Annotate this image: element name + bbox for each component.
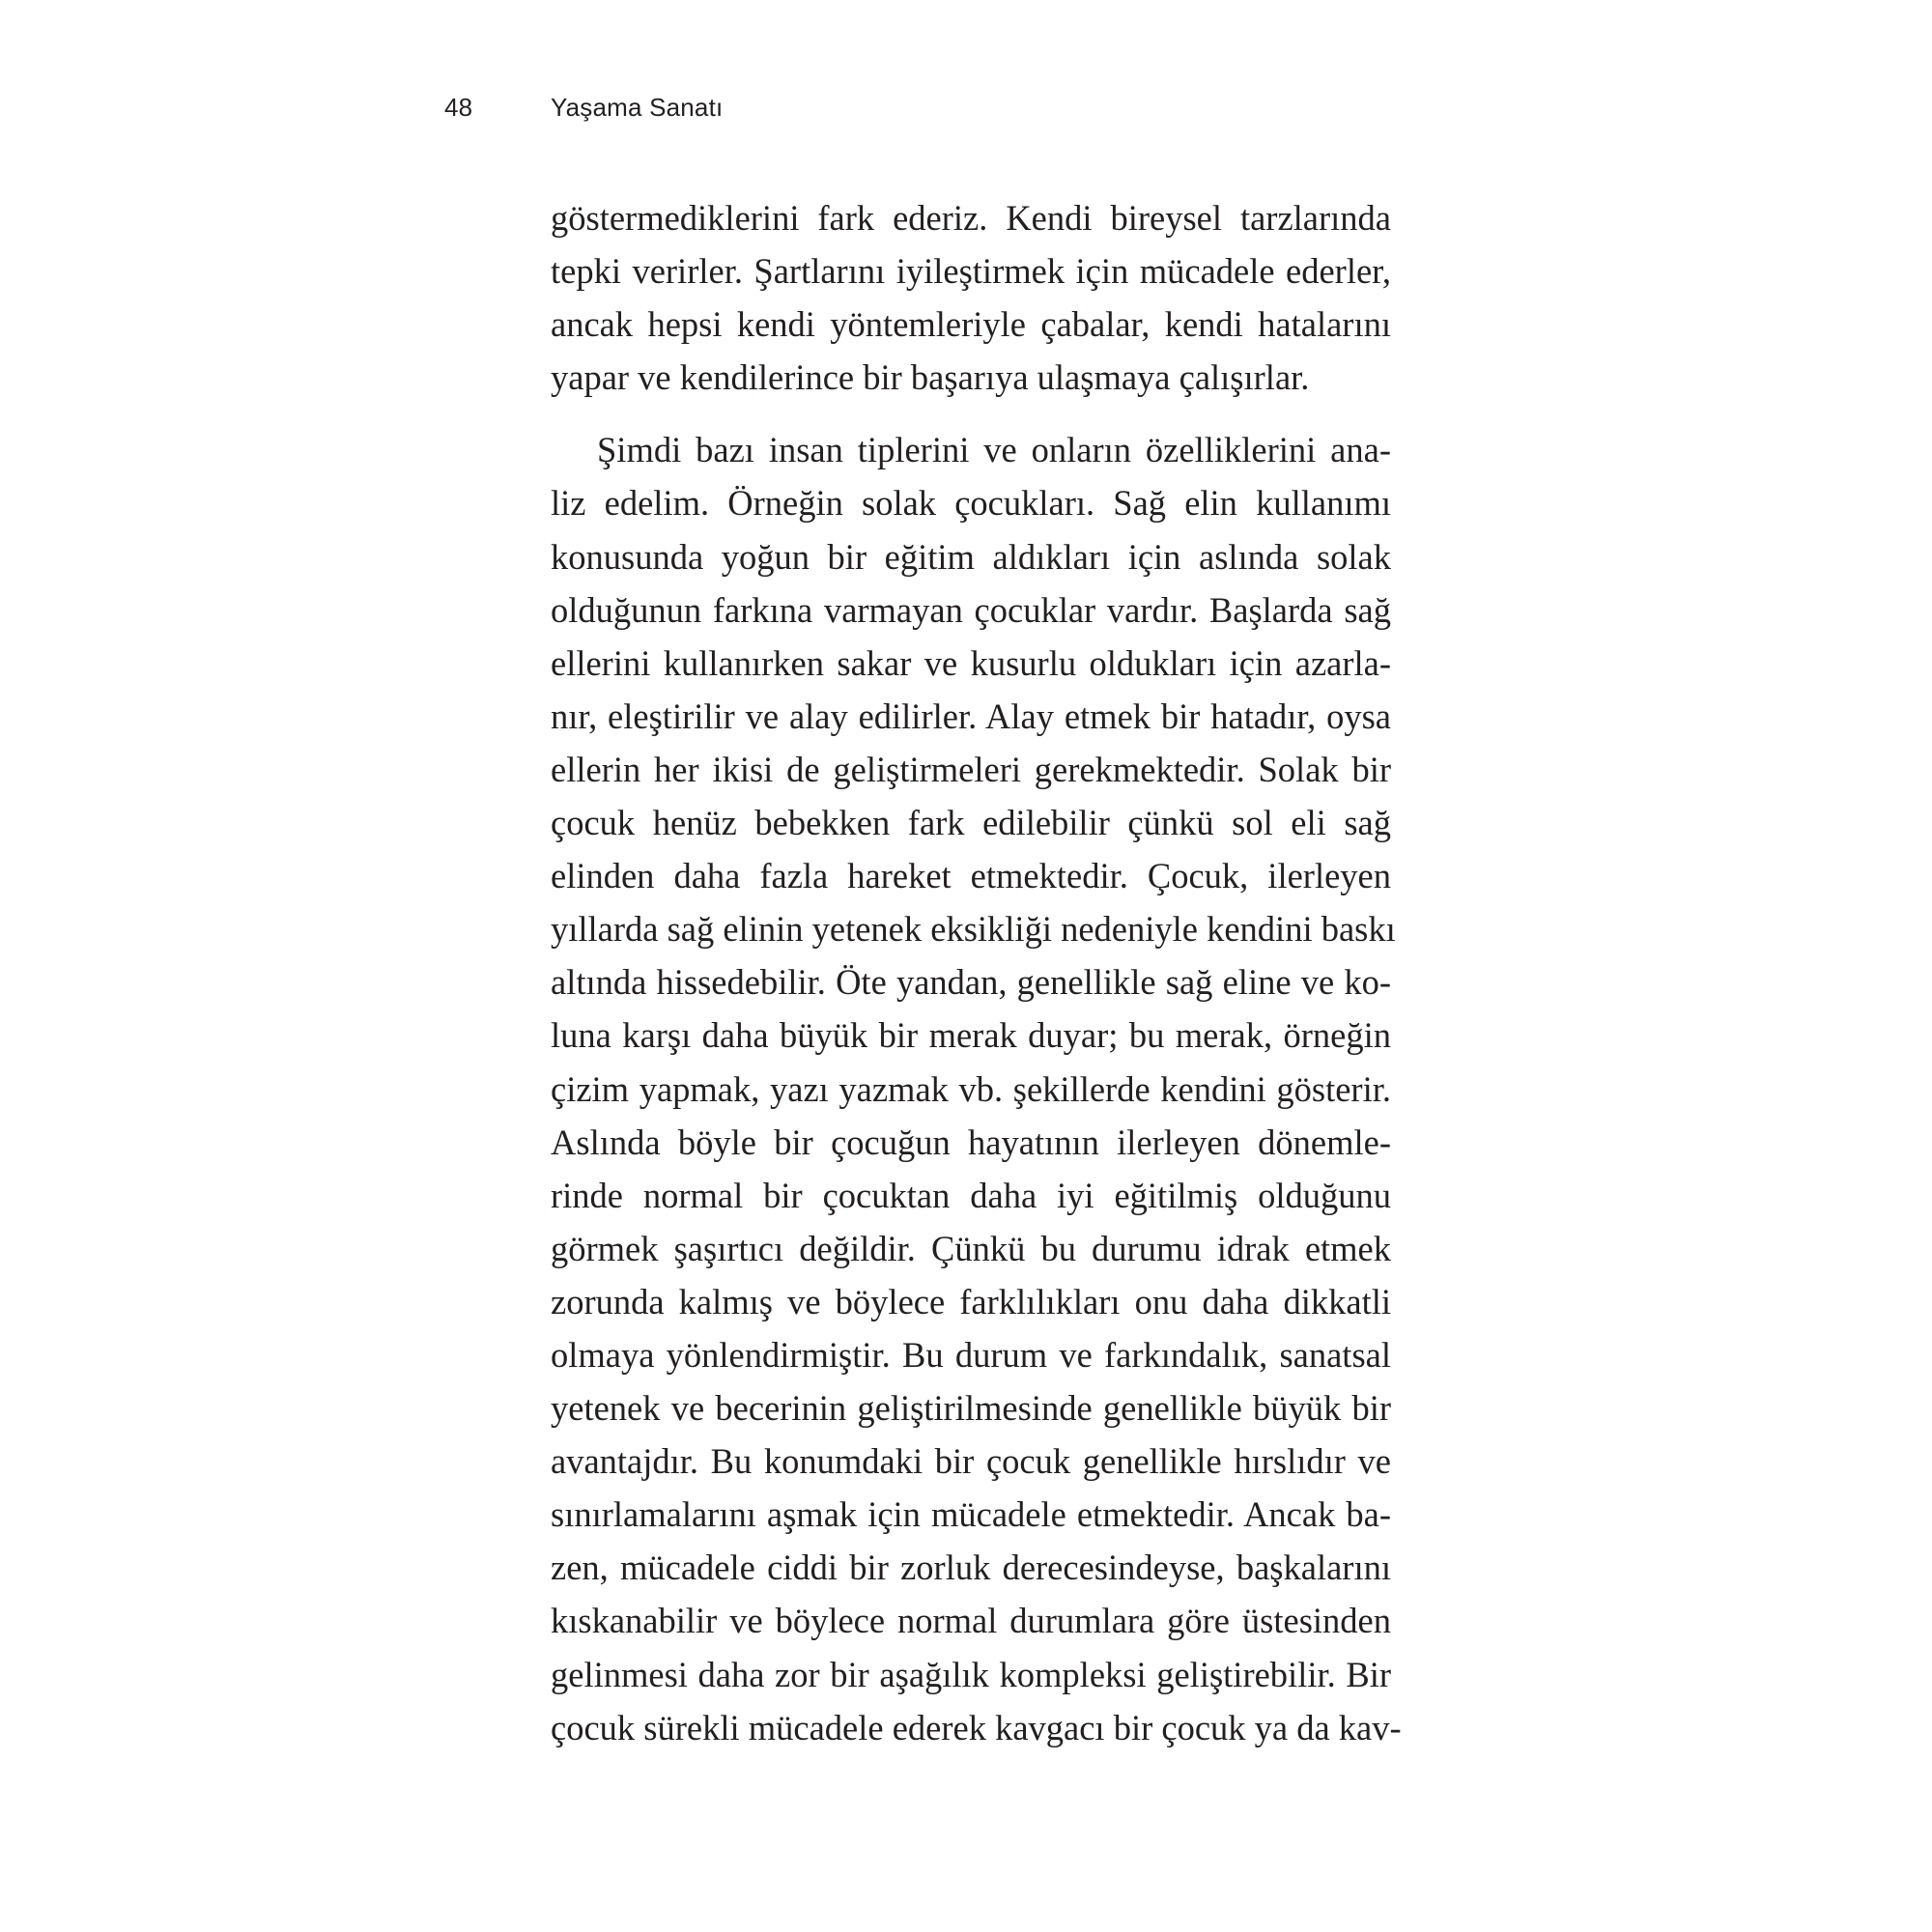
- text-line: yıllarda sağ elinin yetenek eksikliği nedeniyle kendini baskı: [551, 909, 1396, 950]
- book-title: Yaşama Sanatı: [551, 93, 724, 122]
- text-line: yetenek ve becerinin geliştirilmesinde genellikle büyük bir: [551, 1388, 1391, 1429]
- text-line: zen, mücadele ciddi bir zorluk derecesindeyse, başkalarını: [551, 1548, 1391, 1588]
- paragraph-2: [551, 423, 1402, 1753]
- text-line: rinde normal bir çocuktan daha iyi eğitilmiş olduğunu: [551, 1175, 1391, 1215]
- text-line: Aslında böyle bir çocuğun hayatının ilerleyen dönemle-: [551, 1122, 1391, 1162]
- text-line: çocuk sürekli mücadele ederek kavgacı bir çocuk ya da kav-: [551, 1707, 1402, 1747]
- text-line: kıskanabilir ve böylece normal durumlara göre üstesinden: [551, 1601, 1391, 1641]
- text-line: olduğunun farkına varmayan çocuklar vardır. Başlarda sağ: [551, 589, 1391, 630]
- text-line: yapar ve kendilerince bir başarıya ulaşmaya çalışırlar.: [551, 357, 1310, 398]
- text-line: avantajdır. Bu konumdaki bir çocuk genellikle hırslıdır ve: [551, 1441, 1391, 1482]
- body-text: [551, 191, 1402, 1754]
- text-line: zorunda kalmış ve böylece farklılıkları onu daha dikkatli: [551, 1281, 1391, 1321]
- page-number: 48: [444, 93, 473, 122]
- text-line: gelinmesi daha zor bir aşağılık kompleksi geliştirebilir. Bir: [551, 1654, 1391, 1694]
- text-line: ellerini kullanırken sakar ve kusurlu oldukları için azarla-: [551, 642, 1391, 683]
- text-line: luna karşı daha büyük bir merak duyar; bu merak, örneğin: [551, 1015, 1391, 1056]
- text-line: ellerin her ikisi de geliştirmeleri gerekmektedir. Solak bir: [551, 749, 1391, 789]
- text-line: göstermediklerini fark ederiz. Kendi bireysel tarzlarında: [551, 198, 1391, 238]
- text-line: liz edelim. Örneğin solak çocukları. Sağ elin kullanımı: [551, 483, 1391, 524]
- text-line: çocuk henüz bebekken fark edilebilir çünkü sol eli sağ: [551, 803, 1391, 843]
- text-line: tepki verirler. Şartlarını iyileştirmek için mücadele ederler,: [551, 251, 1391, 292]
- text-line: çizim yapmak, yazı yazmak vb. şekillerde kendini gösterir.: [551, 1068, 1391, 1109]
- text-line: görmek şaşırtıcı değildir. Çünkü bu durumu idrak etmek: [551, 1228, 1391, 1268]
- running-header: [444, 93, 723, 123]
- text-line: konusunda yoğun bir eğitim aldıkları için aslında solak: [551, 536, 1391, 577]
- text-line: sınırlamalarını aşmak için mücadele etmektedir. Ancak ba-: [551, 1494, 1391, 1535]
- text-line: elinden daha fazla hareket etmektedir. Çocuk, ilerleyen: [551, 856, 1391, 896]
- text-line: ancak hepsi kendi yöntemleriyle çabalar, kendi hatalarını: [551, 304, 1391, 345]
- paragraph-spacer: [551, 404, 1391, 423]
- paragraph-1: [551, 191, 1391, 404]
- text-line: nır, eleştirilir ve alay edilirler. Alay etmek bir hatadır, oysa: [551, 696, 1391, 736]
- text-line: altında hissedebilir. Öte yandan, genellikle sağ eline ve ko-: [551, 962, 1391, 1003]
- text-line: olmaya yönlendirmiştir. Bu durum ve farkındalık, sanatsal: [551, 1334, 1391, 1375]
- text-line: Şimdi bazı insan tiplerini ve onların özelliklerini ana-: [597, 430, 1391, 470]
